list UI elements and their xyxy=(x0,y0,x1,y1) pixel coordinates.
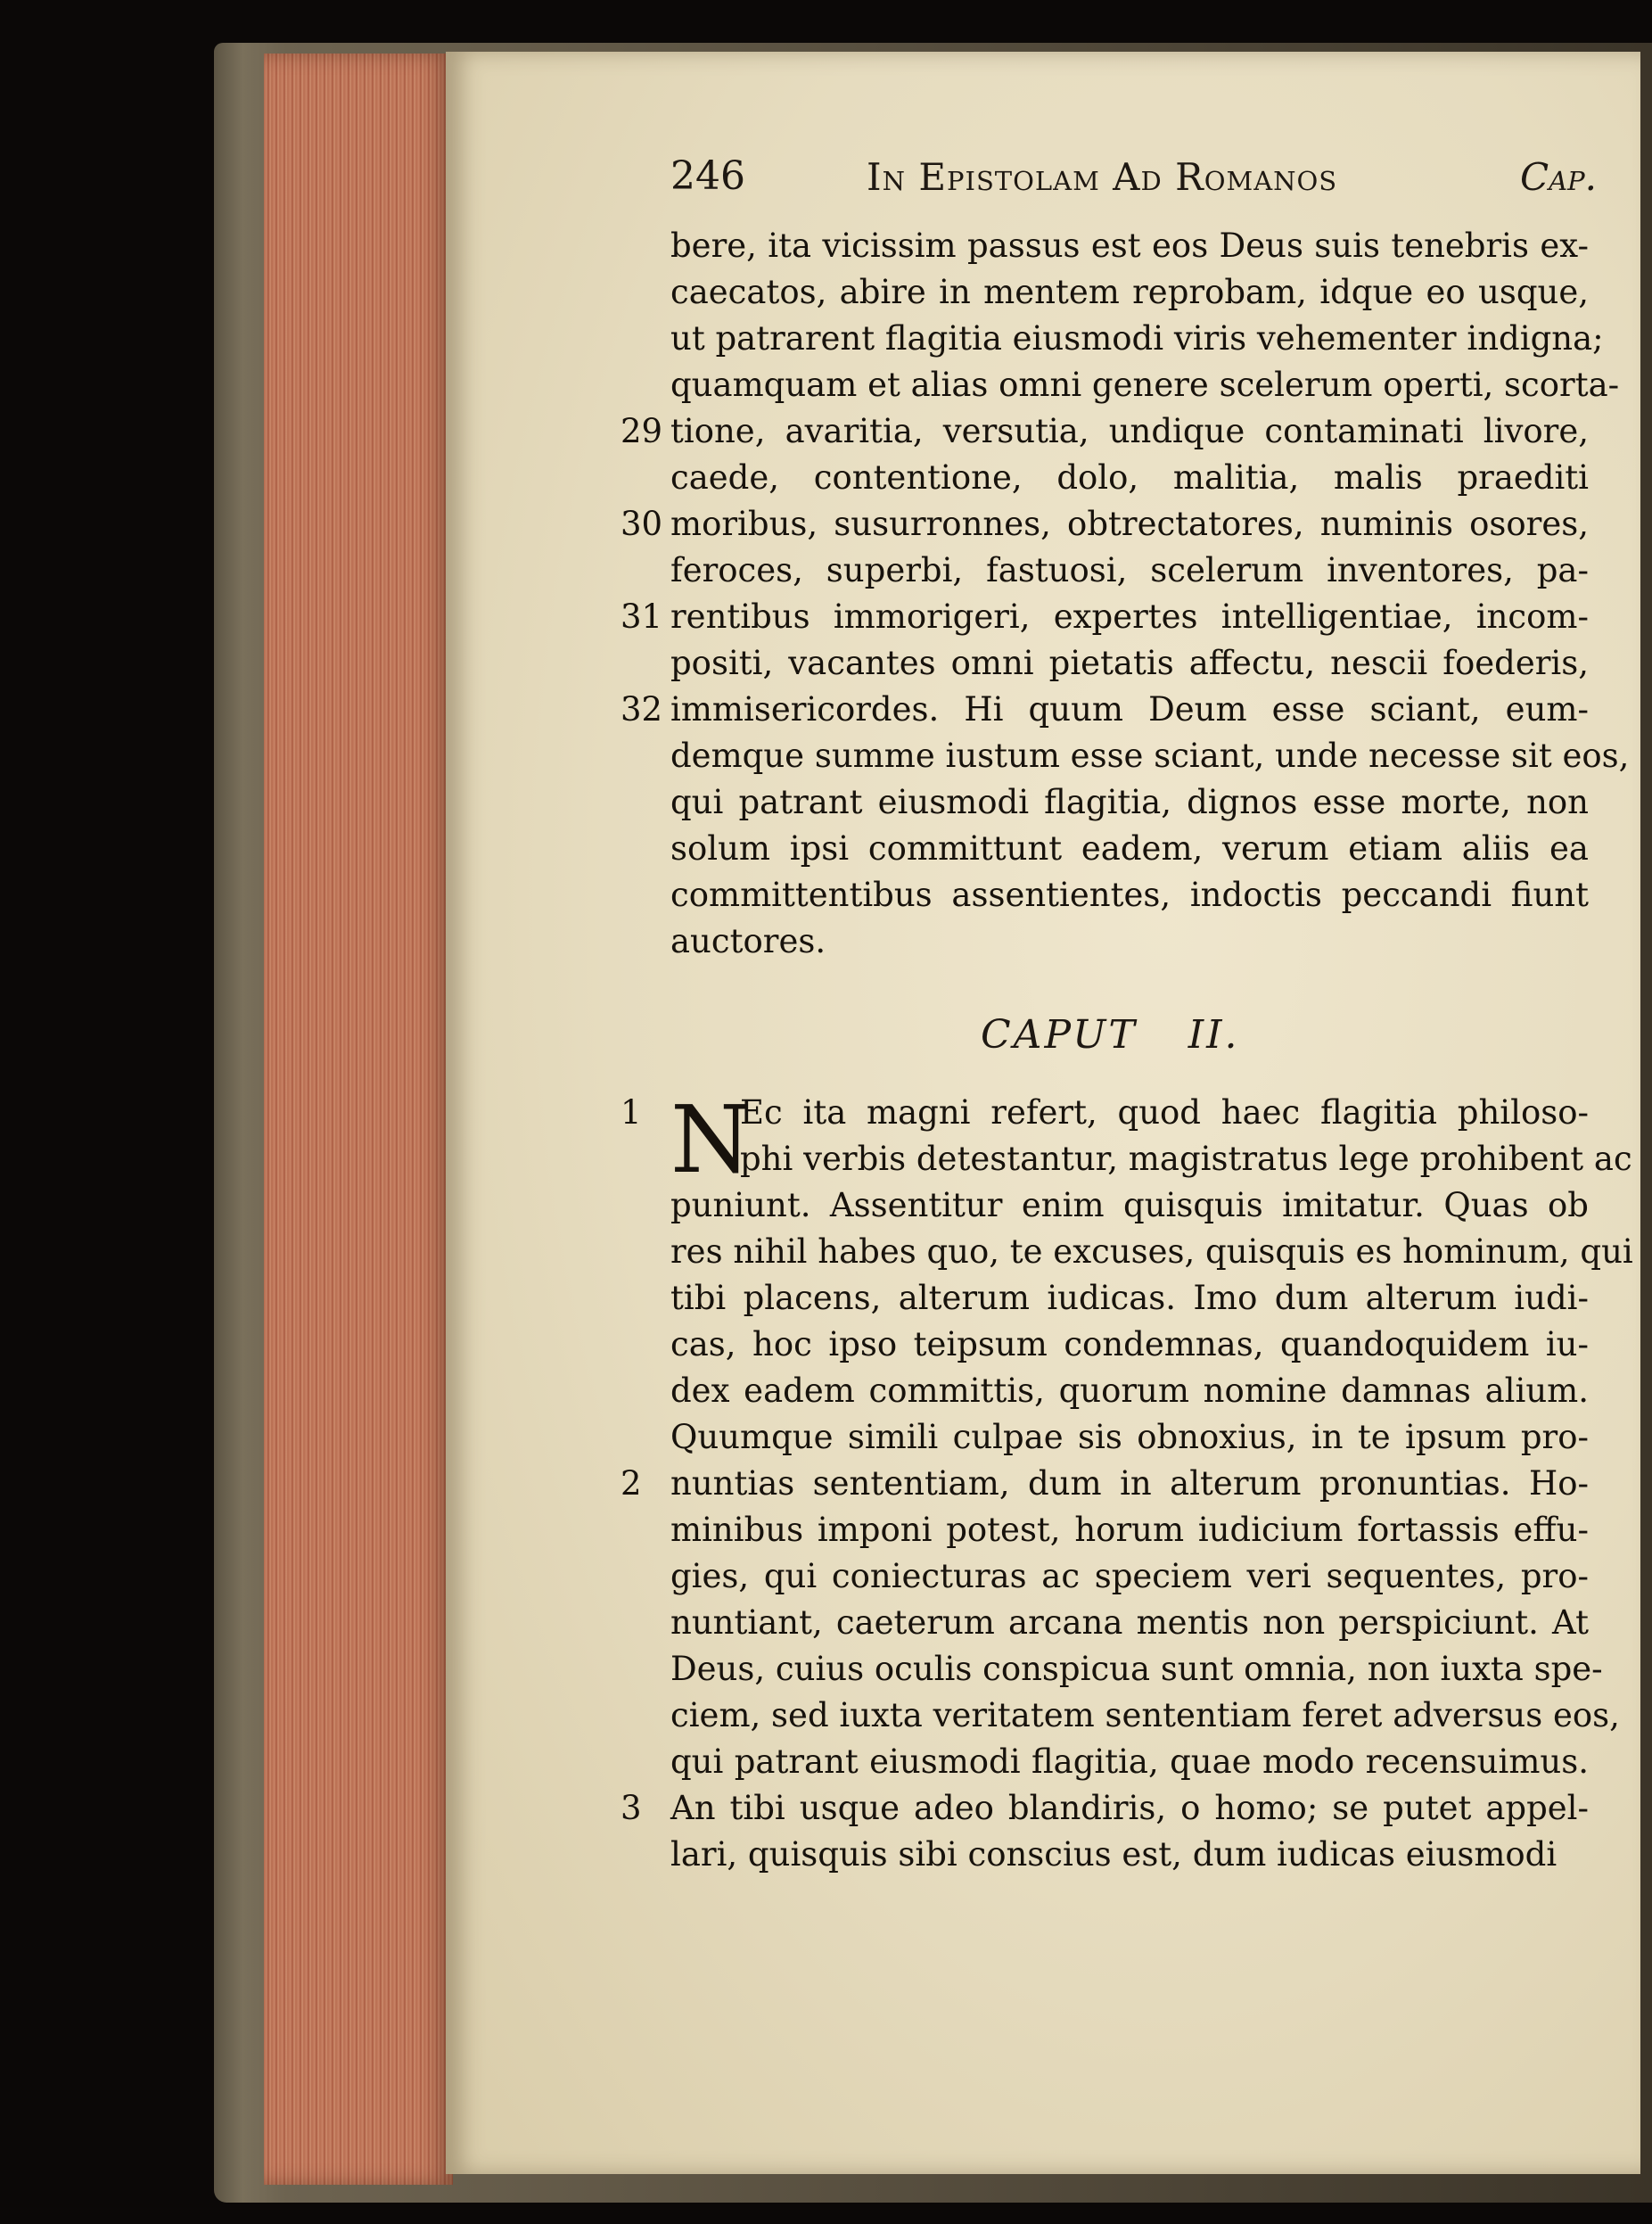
page-block-edge xyxy=(264,54,453,2185)
verse-number: 1 xyxy=(621,1093,642,1132)
text-line: positi, vacantes omni pietatis affectu, nescii foederis, xyxy=(670,644,1589,682)
text-line: qui patrant eiusmodi flagitia, quae modo recensuimus. xyxy=(670,1742,1589,1781)
text-line: tione, avaritia, versutia, undique contaminati livore, xyxy=(670,412,1589,450)
text-line: puniunt. Assentitur enim quisquis imitatur. Quas ob xyxy=(670,1186,1589,1224)
text-line: dex eadem committis, quorum nomine damnas alium. xyxy=(670,1371,1589,1410)
text-line: tibi placens, alterum iudicas. Imo dum alterum iudi- xyxy=(670,1279,1589,1317)
chapter-heading: CAPUT II. xyxy=(981,1012,1240,1058)
text-line: quamquam et alias omni genere scelerum operti, scorta- xyxy=(670,366,1620,404)
text-line: An tibi usque adeo blandiris, o homo; se putet appel- xyxy=(670,1789,1589,1827)
text-line: lari, quisquis sibi conscius est, dum iudicas eiusmodi xyxy=(670,1835,1557,1874)
text-line: phi verbis detestantur, magistratus lege prohibent ac xyxy=(740,1140,1632,1178)
text-line: qui patrant eiusmodi flagitia, dignos esse morte, non xyxy=(670,783,1589,821)
running-head-title: In Epistolam Ad Romanos xyxy=(867,155,1338,199)
text-line: moribus, susurronnes, obtrectatores, numinis osores, xyxy=(670,505,1589,543)
text-line: caede, contentione, dolo, malitia, malis praediti xyxy=(670,458,1589,497)
text-line: feroces, superbi, fastuosi, scelerum inventores, pa- xyxy=(670,551,1589,589)
text-line: immisericordes. Hi quum Deum esse sciant, eum- xyxy=(670,690,1589,729)
text-line: ciem, sed iuxta veritatem sententiam feret adversus eos, xyxy=(670,1696,1620,1734)
text-line: minibus imponi potest, horum iudicium fortassis effu- xyxy=(670,1511,1589,1549)
verse-number: 32 xyxy=(621,690,663,729)
text-line: auctores. xyxy=(670,922,826,960)
running-head-cap: Cap. xyxy=(1520,155,1597,199)
text-line: rentibus immorigeri, expertes intelligentiae, incom- xyxy=(670,597,1589,636)
text-line: bere, ita vicissim passus est eos Deus suis tenebris ex- xyxy=(670,227,1589,265)
verse-number: 2 xyxy=(621,1464,642,1503)
running-head xyxy=(670,153,1597,203)
verse-number: 3 xyxy=(621,1789,642,1827)
text-line: nuntias sententiam, dum in alterum pronuntias. Ho- xyxy=(670,1464,1589,1503)
text-line: gies, qui coniecturas ac speciem veri sequentes, pro- xyxy=(670,1557,1589,1595)
page-number: 246 xyxy=(670,153,745,199)
text-block-chapter-2 xyxy=(670,1085,1633,1878)
text-line: nuntiant, caeterum arcana mentis non perspiciunt. At xyxy=(670,1603,1589,1642)
text-line: ut patrarent flagitia eiusmodi viris vehementer indigna; xyxy=(670,319,1604,358)
verse-number: 30 xyxy=(621,505,663,543)
text-line: Ec ita magni refert, quod haec flagitia philoso- xyxy=(740,1093,1589,1132)
verse-number: 31 xyxy=(621,597,663,636)
text-line: Quumque simili culpae sis obnoxius, in te ipsum pro- xyxy=(670,1418,1589,1456)
text-line: Deus, cuius oculis conspicua sunt omnia, non iuxta spe- xyxy=(670,1650,1603,1688)
verse-number: 29 xyxy=(621,412,663,450)
text-line: solum ipsi committunt eadem, verum etiam aliis ea xyxy=(670,829,1589,868)
text-block-chapter-1-end xyxy=(670,223,1630,965)
text-line: caecatos, abire in mentem reprobam, idque eo usque, xyxy=(670,273,1589,311)
text-line: res nihil habes quo, te excuses, quisquis es hominum, qui xyxy=(670,1232,1633,1271)
text-line: committentibus assentientes, indoctis peccandi fiunt xyxy=(670,876,1589,914)
text-line: demque summe iustum esse sciant, unde necesse sit eos, xyxy=(670,737,1630,775)
text-line: cas, hoc ipso teipsum condemnas, quandoquidem iu- xyxy=(670,1325,1589,1363)
drop-cap: N xyxy=(670,1085,752,1194)
